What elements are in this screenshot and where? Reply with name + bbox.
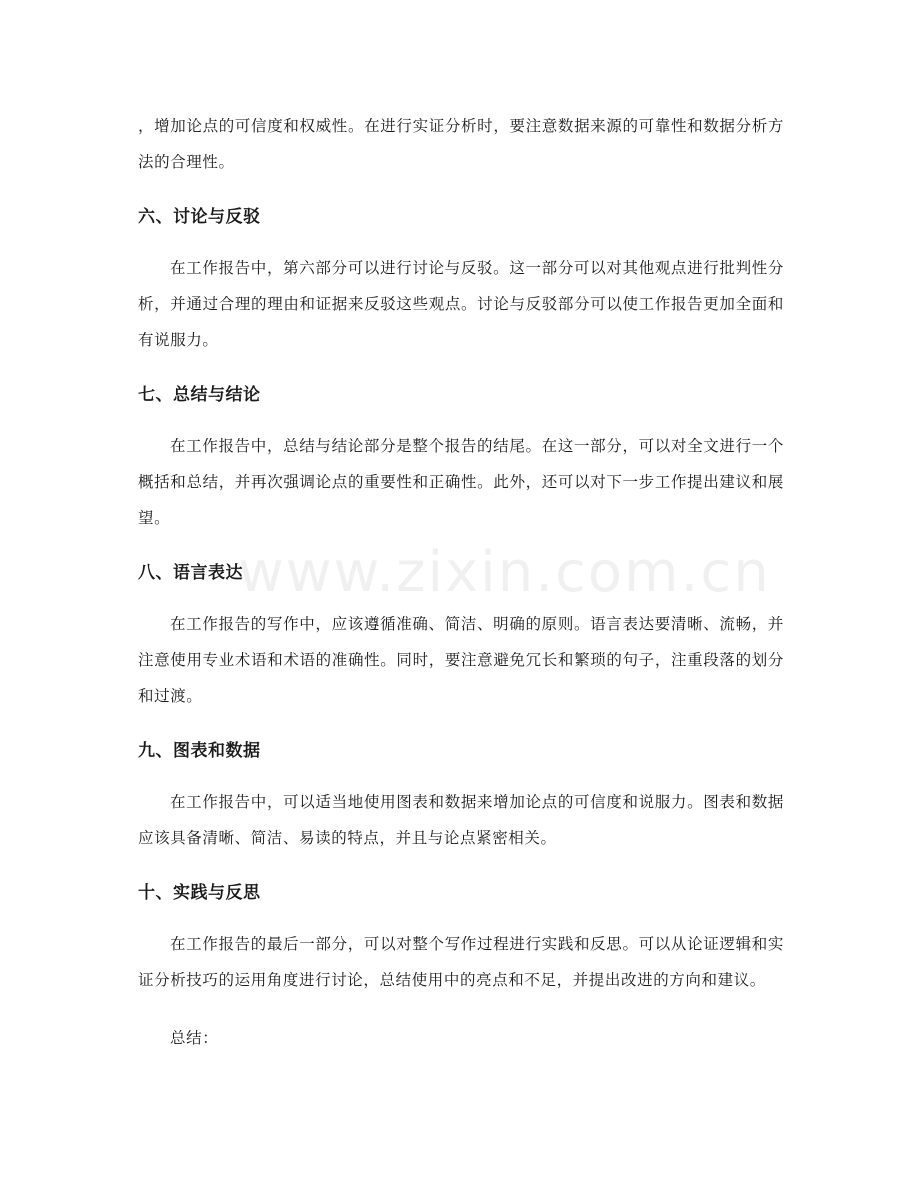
- section-heading-8: 八、语言表达: [138, 563, 243, 583]
- section-heading-6: 六、讨论与反驳: [138, 207, 261, 227]
- section-heading-7: 七、总结与结论: [138, 385, 261, 405]
- section-body-9: 在工作报告中，可以适当地使用图表和数据来增加论点的可信度和说服力。图表和数据应该具备清晰、简洁、易读的特点，并且与论点紧密相关。: [138, 793, 784, 847]
- watermark: www.zixin.com.cn: [238, 540, 771, 605]
- document-content: [138, 108, 784, 1056]
- section-heading-10: 十、实践与反思: [138, 883, 261, 903]
- intro-paragraph: ，增加论点的可信度和权威性。在进行实证分析时，要注意数据来源的可靠性和数据分析方法的合理性。: [138, 117, 784, 171]
- section-body-6: 在工作报告中，第六部分可以进行讨论与反驳。这一部分可以对其他观点进行批判性分析，并通过合理的理由和证据来反驳这些观点。讨论与反驳部分可以使工作报告更加全面和有说服力。: [138, 259, 784, 349]
- section-body-8: 在工作报告的写作中，应该遵循准确、简洁、明确的原则。语言表达要清晰、流畅，并注意使用专业术语和术语的准确性。同时，要注意避免冗长和繁琐的句子，注重段落的划分和过渡。: [138, 615, 784, 705]
- section-heading-9: 九、图表和数据: [138, 741, 261, 761]
- section-body-10: 在工作报告的最后一部分，可以对整个写作过程进行实践和反思。可以从论证逻辑和实证分析技巧的运用角度进行讨论，总结使用中的亮点和不足，并提出改进的方向和建议。: [138, 935, 784, 989]
- closing-summary-label: 总结：: [170, 1029, 219, 1047]
- section-body-7: 在工作报告中，总结与结论部分是整个报告的结尾。在这一部分，可以对全文进行一个概括和总结，并再次强调论点的重要性和正确性。此外，还可以对下一步工作提出建议和展望。: [138, 437, 784, 527]
